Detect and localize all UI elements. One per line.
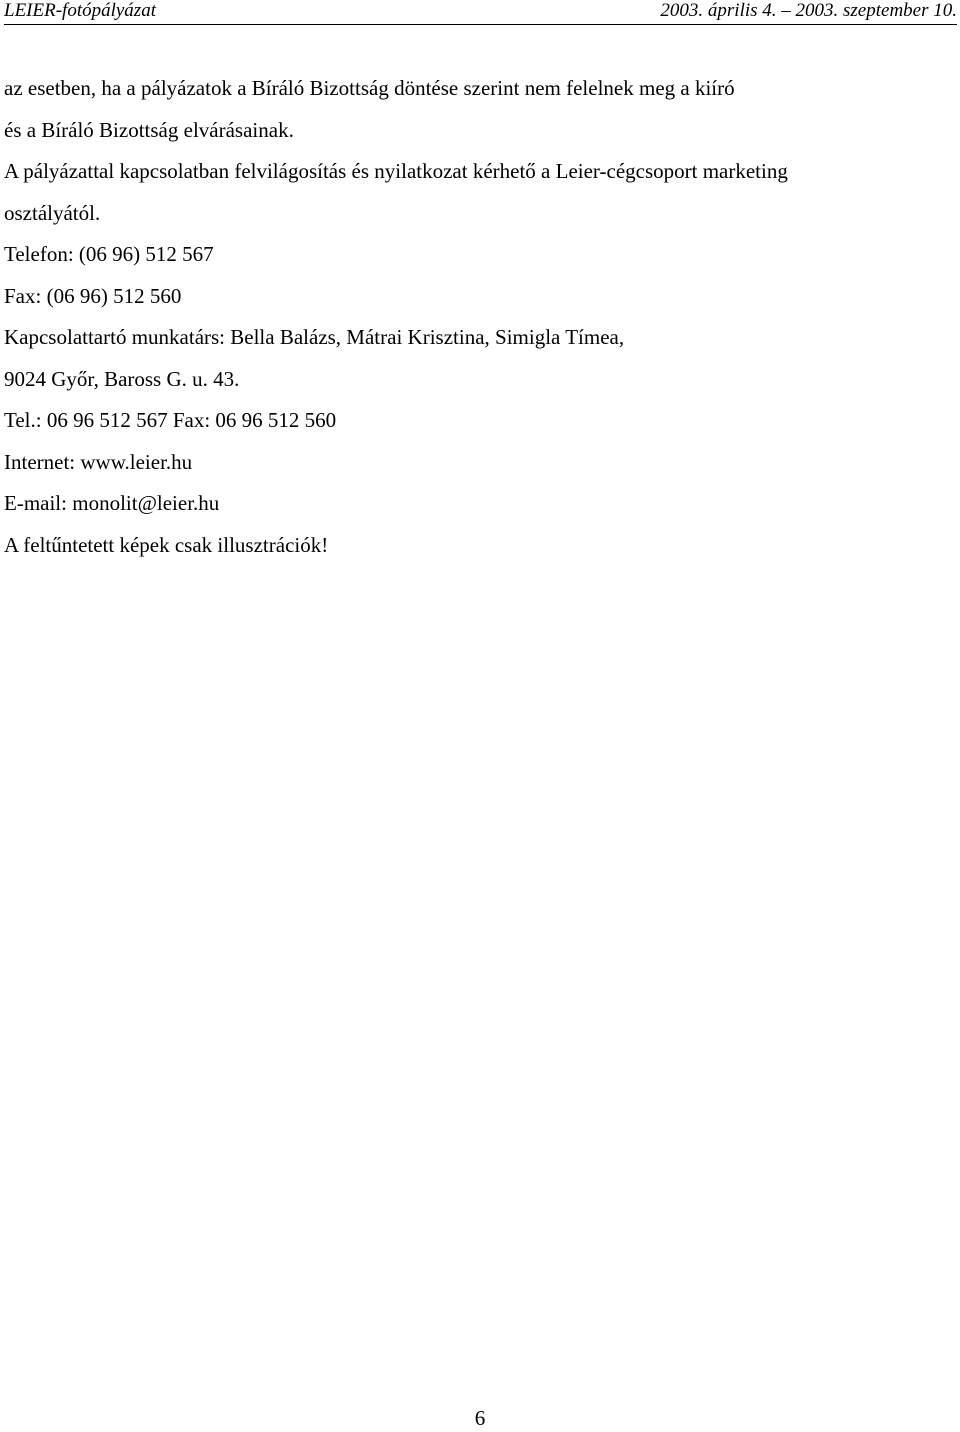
body-line: osztályától. xyxy=(4,200,101,225)
address-line: 9024 Győr, Baross G. u. 43. xyxy=(4,366,240,391)
tel-fax-line: Tel.: 06 96 512 567 Fax: 06 96 512 560 xyxy=(4,408,337,432)
page-header xyxy=(4,0,957,25)
body-line: és a Bíráló Bizottság elvárásainak. xyxy=(4,117,294,142)
document-body xyxy=(4,68,944,566)
disclaimer-line: A feltűntetett képek csak illusztrációk! xyxy=(4,532,329,557)
header-title: LEIER-fotópályázat xyxy=(4,0,156,21)
fax-line: Fax: (06 96) 512 560 xyxy=(4,283,182,308)
email-line: E-mail: monolit@leier.hu xyxy=(4,491,220,515)
body-line: A pályázattal kapcsolatban felvilágosítás és nyilatkozat kérhető a Leier-cégcsoport marketing xyxy=(4,159,788,183)
body-line: az esetben, ha a pályázatok a Bíráló Bizottság döntése szerint nem felelnek meg a kiíró xyxy=(4,76,735,100)
internet-line: Internet: www.leier.hu xyxy=(4,449,193,474)
contact-persons-line: Kapcsolattartó munkatárs: Bella Balázs, Mátrai Krisztina, Simigla Tímea, xyxy=(4,325,625,349)
page-number: 6 xyxy=(474,1406,486,1430)
header-date-range: 2003. április 4. – 2003. szeptember 10. xyxy=(660,0,957,21)
phone-line: Telefon: (06 96) 512 567 xyxy=(4,242,214,266)
